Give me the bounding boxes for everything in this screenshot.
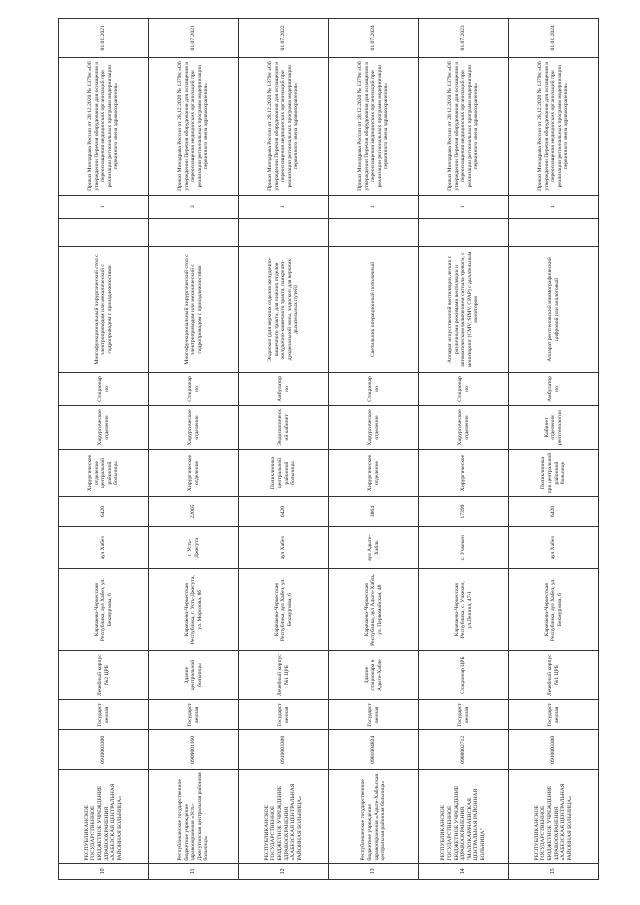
quantity: 1	[329, 195, 419, 218]
building-name: Здание стационара в Адыге-Хабле	[329, 651, 419, 700]
population: 22005	[149, 496, 239, 526]
building-name: Стационар ЦРБ	[419, 651, 509, 700]
address: Карачаево-Черкесская Республика, с. Учкекен, ул.Ленина, 47-1	[419, 569, 509, 651]
service-type: Амбулаторно	[509, 373, 599, 406]
department: Поликлиника центральной районной больницы	[239, 450, 329, 497]
service-type: Стационарно	[329, 373, 419, 406]
unit: Эндоскопический кабинет	[239, 405, 329, 449]
legal-basis: Приказ Минздрава России от 28.12.2020 № 1379н «Об утверждении Перечня оборудования для оснащения и переоснащения медицинских организаций при реализации региональных программ модернизации первичного звена здравоохранения»	[509, 57, 599, 195]
population: 3864	[329, 496, 419, 526]
table-body	[59, 19, 599, 880]
quantity: 1	[239, 195, 329, 218]
legal-basis: Приказ Минздрава России от 28.12.2020 № 1379н «Об утверждении Перечня оборудования для оснащения и переоснащения медицинских организаций при реализации региональных программ модернизации первичного звена здравоохранения»	[329, 57, 419, 195]
empty-cell	[419, 218, 509, 246]
ownership-form: Государственная	[419, 700, 509, 730]
quantity: 1	[59, 195, 149, 218]
organization-name: РЕСПУБЛИКАНСКОЕ ГОСУДАРСТВЕННОЕ БЮДЖЕТНОЕ УЧРЕЖДЕНИЕ ЗДРАВООХРАНЕНИЯ "МАЛОКАРАЧАЕВСКАЯ ЦЕНТРАЛЬНАЯ РАЙОННАЯ БОЛЬНИЦА"	[419, 770, 509, 863]
address: Карачаево-Черкесская Республика, аул Хабез, ул. Бекмурзова, 6	[59, 569, 149, 651]
equipment-name: Аппарат рентгеновский маммографический цифровой или аналоговый	[509, 246, 599, 372]
address: Карачаево-Черкесская Республика, аул Хабез, ул. Бекмурзова, 6	[509, 569, 599, 651]
ownership-form: Государственная	[509, 700, 599, 730]
legal-basis: Приказ Минздрава России от 28.12.2020 № 1379н «Об утверждении Перечня оборудования для оснащения и переоснащения медицинских организаций при реализации региональных программ модернизации первичного звена здравоохранения»	[419, 57, 509, 195]
row-number: 15	[509, 863, 599, 879]
ownership-form: Государственная	[149, 700, 239, 730]
settlement: г. Усть-Джегута	[149, 527, 239, 569]
inn-code: 0910003300	[59, 730, 149, 770]
organization-name: Республиканское государственное бюджетное учреждение здравоохранения «Усть-Джегутинская центральная районная больница»	[149, 770, 239, 863]
date: 01.01.2024	[509, 19, 599, 58]
department: Хирургическое отделение центральной районной больницы	[59, 450, 149, 497]
row-number: 13	[329, 863, 419, 879]
settlement: аул Хабез	[509, 527, 599, 569]
equipment-name: Многофункциональный хирургический стол с электроприводом или механический с гидроприводом с принадлежностями	[59, 246, 149, 372]
equipment-name: Аппарат искусственной вентиляции легких с различными режимами вентиляции и автоматическим включением сигнала тревоги, с мониторинг (CMV, SIMV, CPAP) с дыхательным монитором	[419, 246, 509, 372]
ownership-form: Государственная	[59, 700, 149, 730]
population: 17399	[419, 496, 509, 526]
equipment-name: Эндоскоп (для верхних отделов желудочно-кишечного тракта, для нижних отделов желудочно-кишечного тракта, панкреато-дуоденальной зоны, эндоскоп для верхних дыхательных путей)	[239, 246, 329, 372]
organization-name: РЕСПУБЛИКАНСКОЕ ГОСУДАРСТВЕННОЕ БЮДЖЕТНОЕ УЧРЕЖДЕНИЕ ЗДРАВООХРАНЕНИЯ «ХАБЕЗСКАЯ ЦЕНТРАЛЬНАЯ РАЙОННАЯ БОЛЬНИЦА»	[509, 770, 599, 863]
date: 01.07.2022	[239, 19, 329, 58]
building-name: Лечебный корпус №1 ЦРБ	[239, 651, 329, 700]
date: 01.07.2023	[419, 19, 509, 58]
row-number: 12	[239, 863, 329, 879]
unit: Кабинет отделения рентгенологии	[509, 405, 599, 449]
equipment-name: Светильник операционный потолочный	[329, 246, 419, 372]
unit: Хирургическое отделение	[419, 405, 509, 449]
row-number: 11	[149, 863, 239, 879]
date: 01.07.2021	[149, 19, 239, 58]
table-row	[149, 19, 239, 880]
date: 01.07.2024	[329, 19, 419, 58]
population: 6420	[239, 496, 329, 526]
unit: Хирургическое отделение	[59, 405, 149, 449]
address: Карачаево-Черкесская Республика, аул Хабез, ул. Бекмурзова, 6	[239, 569, 329, 651]
settlement: аул Хабез	[59, 527, 149, 569]
service-type: Стационарно	[419, 373, 509, 406]
inn-code: 0910003300	[239, 730, 329, 770]
inn-code: 0901004824	[329, 730, 419, 770]
empty-cell	[59, 218, 149, 246]
ownership-form: Государственная	[239, 700, 329, 730]
organization-name: РЕСПУБЛИКАНСКОЕ ГОСУДАРСТВЕННОЕ БЮДЖЕТНОЕ УЧРЕЖДЕНИЕ ЗДРАВООХРАНЕНИЯ «ХАБЕЗСКАЯ ЦЕНТРАЛЬНАЯ РАЙОННАЯ БОЛЬНИЦА»	[239, 770, 329, 863]
row-number: 10	[59, 863, 149, 879]
empty-cell	[149, 218, 239, 246]
department: Хирургическое отделение	[329, 450, 419, 497]
inn-code: 0909001160	[149, 730, 239, 770]
address: Карачаево-Черкесская Республика, аул Адыге-Хабль, ул. Первомайская, 48	[329, 569, 419, 651]
date: 01.01.2021	[59, 19, 149, 58]
ownership-form: Государственная	[329, 700, 419, 730]
building-name: Лечебный корпус №1 ЦРБ	[509, 651, 599, 700]
department: Хирургическое отделение	[149, 450, 239, 497]
table-row	[419, 19, 509, 880]
table-row	[329, 19, 419, 880]
quantity: 1	[419, 195, 509, 218]
row-number: 14	[419, 863, 509, 879]
table-row	[509, 19, 599, 880]
rotated-table-container	[58, 18, 598, 880]
table-row	[239, 19, 329, 880]
service-type: Стационарно	[149, 373, 239, 406]
service-type: Амбулаторно	[239, 373, 329, 406]
department: Поликлиника при центральной районной больнице	[509, 450, 599, 497]
empty-cell	[239, 218, 329, 246]
quantity: 1	[509, 195, 599, 218]
unit: Хирургическое отделение	[329, 405, 419, 449]
empty-cell	[509, 218, 599, 246]
department: Хирургическое	[419, 450, 509, 497]
inn-code: 0908002712	[419, 730, 509, 770]
unit: Хирургическое отделение	[149, 405, 239, 449]
legal-basis: Приказ Минздрава России от 28.12.2020 № 1379н «Об утверждении Перечня оборудования для оснащения и переоснащения медицинских организаций при реализации региональных программ модернизации первичного звена здравоохранения»	[149, 57, 239, 195]
legal-basis: Приказ Минздрава России от 28.12.2020 № 1379н «Об утверждении Перечня оборудования для оснащения и переоснащения медицинских организаций при реализации региональных программ модернизации первичного звена здравоохранения»	[59, 57, 149, 195]
address: Карачаево-Черкесская Республика, г. Усть-Джегута, ул. Морозова, 86	[149, 569, 239, 651]
population: 6420	[509, 496, 599, 526]
inn-code: 0910003300	[509, 730, 599, 770]
equipment-table	[58, 18, 599, 880]
table-row	[59, 19, 149, 880]
legal-basis: Приказ Минздрава России от 28.12.2020 № 1379н «Об утверждении Перечня оборудования для оснащения и переоснащения медицинских организаций при реализации региональных программ модернизации первичного звена здравоохранения»	[239, 57, 329, 195]
population: 6420	[59, 496, 149, 526]
organization-name: Республиканское государственное бюджетное учреждение здравоохранения «Адыге-Хабльская центральная районная больница»	[329, 770, 419, 863]
service-type: Стационарно	[59, 373, 149, 406]
building-name: Здание центральной больницы	[149, 651, 239, 700]
quantity: 3	[149, 195, 239, 218]
settlement: аул Адыге-Хабль	[329, 527, 419, 569]
building-name: Лечебный корпус №2 ЦРБ	[59, 651, 149, 700]
equipment-name: Многофункциональный хирургический стол с электроприводом или механический с гидроприводом с принадлежностями	[149, 246, 239, 372]
settlement: с. Учкекен	[419, 527, 509, 569]
empty-cell	[329, 218, 419, 246]
settlement: аул Хабез	[239, 527, 329, 569]
organization-name: РЕСПУБЛИКАНСКОЕ ГОСУДАРСТВЕННОЕ БЮДЖЕТНОЕ УЧРЕЖДЕНИЕ ЗДРАВООХРАНЕНИЯ «ХАБЕЗСКАЯ ЦЕНТРАЛЬНАЯ РАЙОННАЯ БОЛЬНИЦА»	[59, 770, 149, 863]
